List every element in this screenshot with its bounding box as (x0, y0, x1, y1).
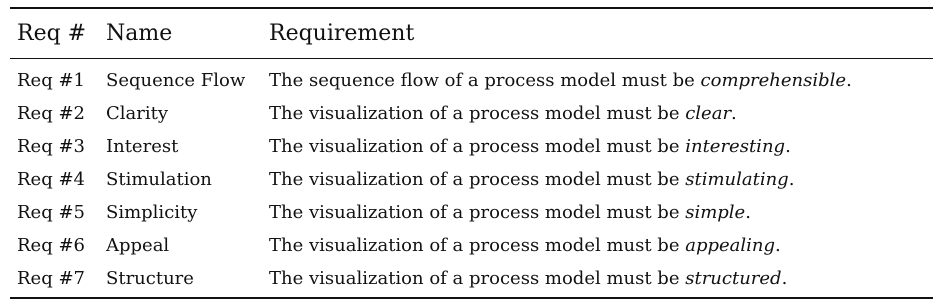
header-rule (10, 58, 933, 59)
table-row (10, 231, 933, 261)
requirement-prefix: The sequence flow of a process model must be (269, 70, 701, 91)
row-name: Appeal (106, 235, 170, 256)
row-requirement (269, 165, 794, 195)
requirement-emphasis: stimulating (685, 169, 789, 190)
requirement-prefix: The visualization of a process model must be (269, 235, 686, 256)
header-req: Req # (17, 21, 87, 46)
requirement-suffix: . (781, 268, 788, 289)
table-row (10, 132, 933, 162)
row-name: Sequence Flow (106, 70, 246, 91)
requirement-prefix: The visualization of a process model must be (269, 103, 686, 124)
header-name: Name (106, 21, 173, 46)
requirement-suffix: . (788, 169, 795, 190)
row-requirement (269, 66, 852, 96)
row-name: Clarity (106, 103, 169, 124)
requirement-emphasis: interesting (685, 136, 786, 157)
row-req: Req #1 (17, 70, 85, 91)
header-requirement: Requirement (269, 21, 415, 46)
row-requirement (269, 99, 737, 129)
row-requirement (269, 132, 791, 162)
row-name: Structure (106, 268, 194, 289)
table-row (10, 165, 933, 195)
row-req: Req #2 (17, 103, 85, 124)
row-requirement (269, 231, 781, 261)
table-header-row (10, 19, 933, 49)
table-row (10, 198, 933, 228)
table-row (10, 264, 933, 294)
requirement-emphasis: simple (685, 202, 746, 223)
table-row (10, 66, 933, 96)
row-req: Req #6 (17, 235, 85, 256)
requirement-emphasis: clear (685, 103, 732, 124)
requirement-emphasis: comprehensible (700, 70, 847, 91)
requirement-suffix: . (846, 70, 852, 91)
requirement-suffix: . (775, 235, 781, 256)
requirement-prefix: The visualization of a process model must be (269, 202, 686, 223)
requirement-prefix: The visualization of a process model must be (269, 169, 686, 190)
requirement-suffix: . (745, 202, 751, 223)
row-name: Stimulation (106, 169, 212, 190)
requirement-suffix: . (731, 103, 737, 124)
row-req: Req #7 (17, 268, 85, 289)
row-req: Req #4 (17, 169, 85, 190)
row-requirement (269, 264, 787, 294)
requirement-emphasis: structured (685, 268, 782, 289)
row-req: Req #5 (17, 202, 85, 223)
table-row (10, 99, 933, 129)
bottom-rule (10, 297, 933, 299)
row-name: Simplicity (106, 202, 198, 223)
requirement-prefix: The visualization of a process model must be (269, 136, 686, 157)
requirement-suffix: . (785, 136, 791, 157)
row-name: Interest (106, 136, 179, 157)
row-req: Req #3 (17, 136, 85, 157)
requirement-emphasis: appealing (685, 235, 776, 256)
top-rule (10, 7, 933, 9)
requirement-prefix: The visualization of a process model must be (269, 268, 686, 289)
row-requirement (269, 198, 751, 228)
